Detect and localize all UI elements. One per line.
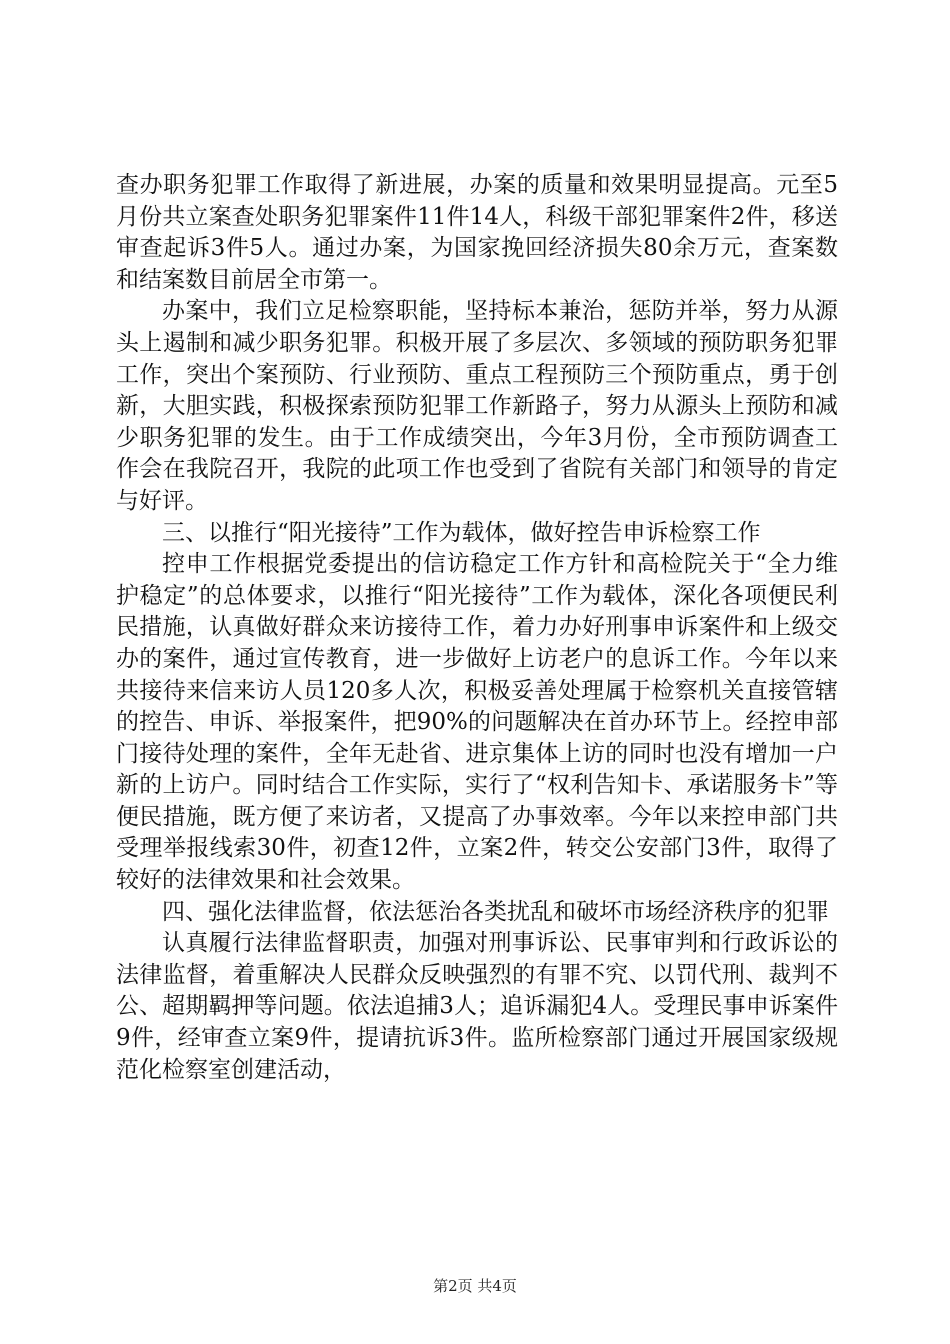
- paragraph-2: 办案中，我们立足检察职能，坚持标本兼治，惩防并举，努力从源头上遏制和减少职务犯罪。积极开展了多层次、多领域的预防职务犯罪工作，突出个案预防、行业预防、重点工程预防三个预防重点，勇于创新，大胆实践，积极探索预防犯罪工作新路子，努力从源头上预防和减少职务犯罪的发生。由于工作成绩突出，今年3月份，全市预防调查工作会在我院召开，我院的此项工作也受到了省院有关部门和领导的肯定与好评。: [116, 298, 838, 514]
- paragraph-1: 查办职务犯罪工作取得了新进展，办案的质量和效果明显提高。元至5月份共立案查处职务犯罪案件11件14人，科级干部犯罪案件2件，移送审查起诉3件5人。通过办案，为国家挽回经济损失80余万元，查案数和结案数目前居全市第一。: [116, 172, 838, 293]
- section-heading-3: 三、以推行“阳光接待”工作为载体，做好控告申诉检察工作: [162, 519, 761, 546]
- section-heading-4: 四、强化法律监督，依法惩治各类扰乱和破坏市场经济秩序的犯罪: [162, 898, 829, 925]
- paragraph-4: 控申工作根据党委提出的信访稳定工作方针和高检院关于“全力维护稳定”的总体要求，以推行“阳光接待”工作为载体，深化各项便民利民措施，认真做好群众来访接待工作，着力办好刑事申诉案件和上级交办的案件，通过宣传教育，进一步做好上访老户的息诉工作。今年以来共接待来信来访人员120多人次，积极妥善处理属于检察机关直接管辖的控告、申诉、举报案件，把90%的问题解决在首办环节上。经控申部门接待处理的案件，全年无赴省、进京集体上访的同时也没有增加一户新的上访户。同时结合工作实际，实行了“权利告知卡、承诺服务卡”等便民措施，既方便了来访者，又提高了办事效率。今年以来控申部门共受理举报线索30件，初查12件，立案2件，转交公安部门3件，取得了较好的法律效果和社会效果。: [116, 551, 838, 894]
- page-number-footer: 第2页 共4页: [433, 1277, 517, 1295]
- document-body: [116, 170, 838, 1086]
- paragraph-6: 认真履行法律监督职责，加强对刑事诉讼、民事审判和行政诉讼的法律监督，着重解决人民群众反映强烈的有罪不究、以罚代刑、裁判不公、超期羁押等问题。依法追捕3人；追诉漏犯4人。受理民事申诉案件9件，经审查立案9件，提请抗诉3件。监所检察部门通过开展国家级规范化检察室创建活动，: [116, 930, 838, 1083]
